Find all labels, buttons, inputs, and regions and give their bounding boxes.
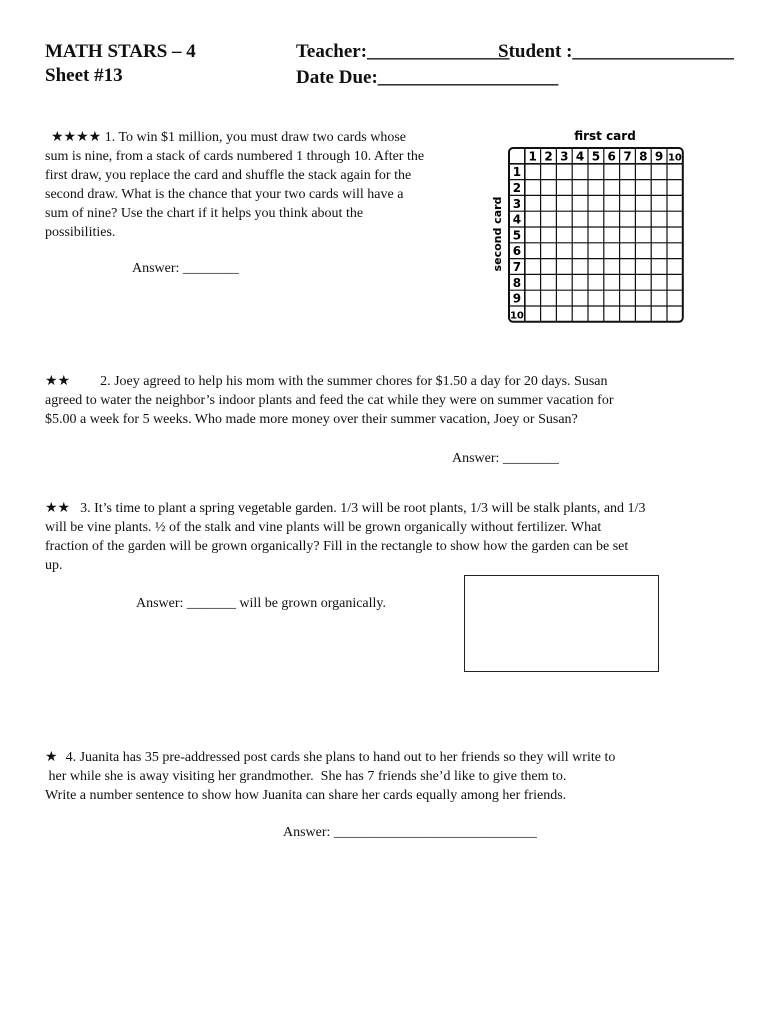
difficulty-stars: ★ bbox=[45, 750, 58, 765]
problem-line-text: 1. To win $1 million, you must draw two cards whose bbox=[104, 130, 406, 145]
column-label: 8 bbox=[639, 149, 648, 164]
problem-line: first draw, you replace the card and shuffle the stack again for the bbox=[45, 168, 412, 183]
problem-line bbox=[45, 128, 475, 147]
problem-2-answer: Answer: ________ bbox=[452, 451, 559, 466]
grid-border bbox=[509, 148, 683, 322]
difficulty-stars: ★★★★ bbox=[51, 130, 102, 145]
problem-2-text bbox=[45, 372, 685, 429]
difficulty-stars: ★★ bbox=[45, 374, 71, 389]
problem-4-answer: Answer: _____________________________ bbox=[283, 825, 537, 840]
problem-line bbox=[45, 499, 705, 518]
problem-line: will be vine plants. ½ of the stalk and vine plants will be grown organically without fertilizer. What bbox=[45, 520, 602, 535]
date-due-field: Date Due:___________________ bbox=[296, 67, 559, 88]
sheet-number: Sheet #13 bbox=[45, 65, 123, 86]
first-card-label: first card bbox=[574, 129, 636, 143]
sum-chart-grid bbox=[488, 126, 703, 331]
problem-line bbox=[45, 372, 685, 391]
row-label: 8 bbox=[512, 275, 522, 290]
column-label: 7 bbox=[623, 149, 632, 164]
problem-line bbox=[45, 748, 705, 767]
grid-lines bbox=[509, 148, 683, 322]
garden-rectangle[interactable] bbox=[464, 575, 659, 672]
problem-1-text bbox=[45, 128, 475, 242]
problem-3-text bbox=[45, 499, 705, 575]
problem-line: sum is nine, from a stack of cards numbered 1 through 10. After the bbox=[45, 149, 425, 164]
row-label: 2 bbox=[512, 181, 522, 195]
grid-labels bbox=[510, 149, 682, 321]
problem-line: her while she is away visiting her grandmother. She has 7 friends she’d like to give them to. bbox=[45, 769, 567, 784]
column-label: 2 bbox=[544, 149, 553, 164]
row-label: 1 bbox=[512, 165, 522, 180]
column-label: 9 bbox=[654, 149, 664, 164]
column-label: 4 bbox=[575, 149, 585, 164]
column-label: 3 bbox=[560, 149, 569, 164]
second-card-label: second card bbox=[491, 196, 504, 272]
problem-line: up. bbox=[45, 558, 63, 573]
row-label: 9 bbox=[512, 291, 522, 306]
problem-line-text: 3. It’s time to plant a spring vegetable garden. 1/3 will be root plants, 1/3 will be stalk plants, and 1/3 bbox=[80, 501, 646, 516]
row-label: 3 bbox=[512, 196, 522, 211]
problem-line: possibilities. bbox=[45, 225, 116, 240]
row-label: 7 bbox=[512, 260, 522, 274]
difficulty-stars: ★★ bbox=[45, 501, 71, 516]
problem-line: agreed to water the neighbor’s indoor plants and feed the cat while they were on summer vacation for bbox=[45, 393, 614, 408]
teacher-field: Teacher:_______________ bbox=[296, 41, 510, 62]
problem-3-answer: Answer: _______ will be grown organically. bbox=[136, 596, 387, 611]
problem-line: $5.00 a week for 5 weeks. Who made more money over their summer vacation, Joey or Susan? bbox=[45, 412, 578, 427]
column-label: 6 bbox=[607, 149, 616, 164]
column-label: 10 bbox=[667, 152, 682, 164]
row-label: 4 bbox=[512, 212, 522, 227]
row-label: 10 bbox=[509, 310, 524, 322]
problem-4-text bbox=[45, 748, 705, 805]
problem-line: Write a number sentence to show how Juanita can share her cards equally among her friends. bbox=[45, 788, 567, 803]
column-label: 1 bbox=[528, 149, 537, 164]
problem-line-text: 2. Joey agreed to help his mom with the summer chores for $1.50 a day for 20 days. Susan bbox=[100, 374, 608, 389]
problem-line: fraction of the garden will be grown organically? Fill in the rectangle to show how the garden can be set bbox=[45, 539, 629, 554]
student-field: Student :_________________ bbox=[498, 41, 734, 62]
worksheet-title: MATH STARS – 4 bbox=[45, 41, 196, 62]
row-label: 6 bbox=[512, 244, 522, 259]
column-label: 5 bbox=[591, 149, 601, 164]
row-label: 5 bbox=[512, 228, 522, 243]
problem-line-text: 4. Juanita has 35 pre-addressed post cards she plans to hand out to her friends so they will write to bbox=[65, 750, 616, 765]
problem-line: sum of nine? Use the chart if it helps you think about the bbox=[45, 206, 364, 221]
problem-1-answer: Answer: ________ bbox=[132, 261, 239, 276]
problem-line: second draw. What is the chance that your two cards will have a bbox=[45, 187, 404, 202]
